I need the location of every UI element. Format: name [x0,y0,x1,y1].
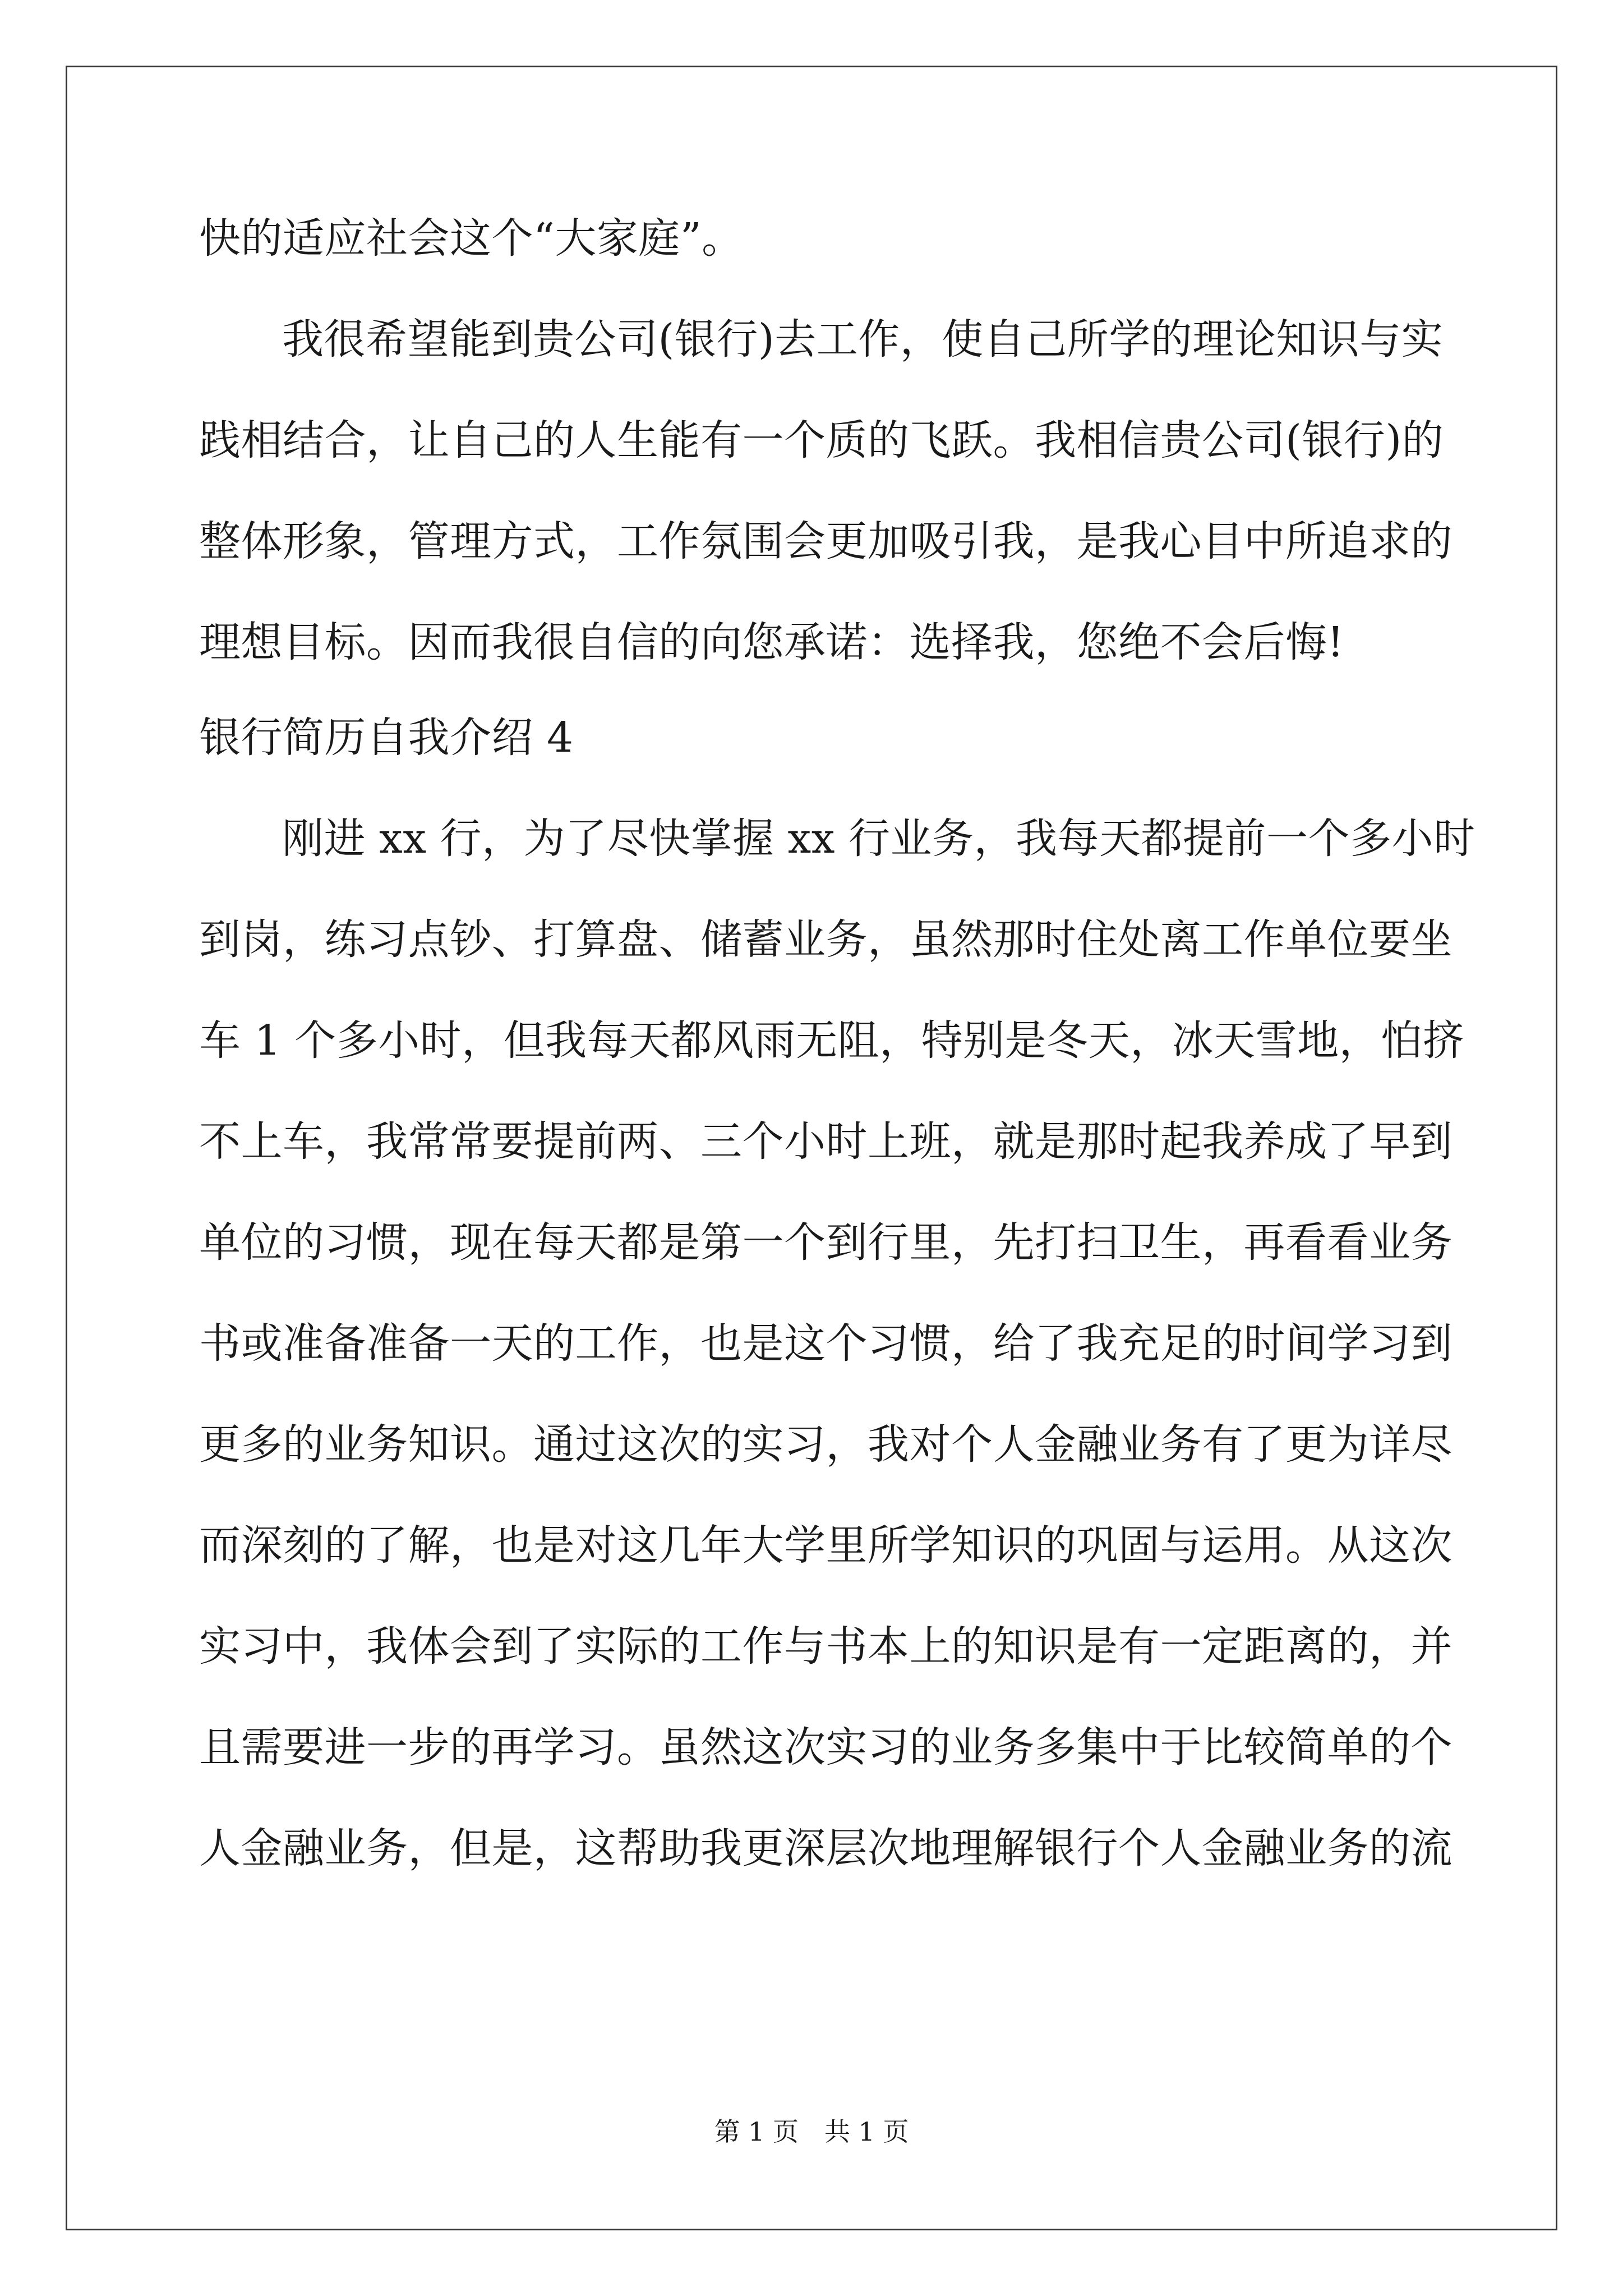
paragraph-line-continuation: 快的适应社会这个“大家庭”。 [199,214,744,263]
paragraph-line: 践相结合，让自己的人生能有一个质的飞跃。我相信贵公司(银行)的 [199,416,1444,464]
paragraph-line: 书或准备准备一天的工作，也是这个习惯，给了我充足的时间学习到 [199,1319,1453,1368]
paragraph-line: 人金融业务，但是，这帮助我更深层次地理解银行个人金融业务的流 [199,1824,1453,1872]
paragraph-line: 理想目标。因而我很自信的向您承诺：选择我，您绝不会后悔! [199,618,1344,666]
paragraph-line: 更多的业务知识。通过这次的实习，我对个人金融业务有了更为详尽 [199,1420,1453,1469]
paragraph-line: 整体形象，管理方式，工作氛围会更加吸引我，是我心目中所追求的 [199,517,1453,565]
paragraph-line: 单位的习惯，现在每天都是第一个到行里，先打扫卫生，再看看业务 [199,1218,1453,1267]
paragraph-line: 而深刻的了解，也是对这几年大学里所学知识的巩固与运用。从这次 [199,1521,1453,1570]
paragraph-line: 且需要进一步的再学习。虽然这次实习的业务多集中于比较简单的个 [199,1723,1453,1772]
paragraph-line: 刚进 xx 行，为了尽快掌握 xx 行业务，我每天都提前一个多小时 [282,815,1476,863]
paragraph-line: 不上车，我常常要提前两、三个小时上班，就是那时起我养成了早到 [199,1117,1453,1166]
paragraph-line: 我很希望能到贵公司(银行)去工作，使自己所学的理论知识与实 [282,315,1444,364]
paragraph-line: 到岗，练习点钞、打算盘、储蓄业务，虽然那时住处离工作单位要坐 [199,915,1453,964]
paragraph-line: 车 1 个多小时，但我每天都风雨无阻，特别是冬天，冰天雪地，怕挤 [199,1016,1465,1065]
paragraph-line: 实习中，我体会到了实际的工作与书本上的知识是有一定距离的，并 [199,1622,1453,1671]
section-heading: 银行简历自我介绍 4 [199,714,574,762]
page-number: 第 1 页 共 1 页 [714,2116,909,2147]
